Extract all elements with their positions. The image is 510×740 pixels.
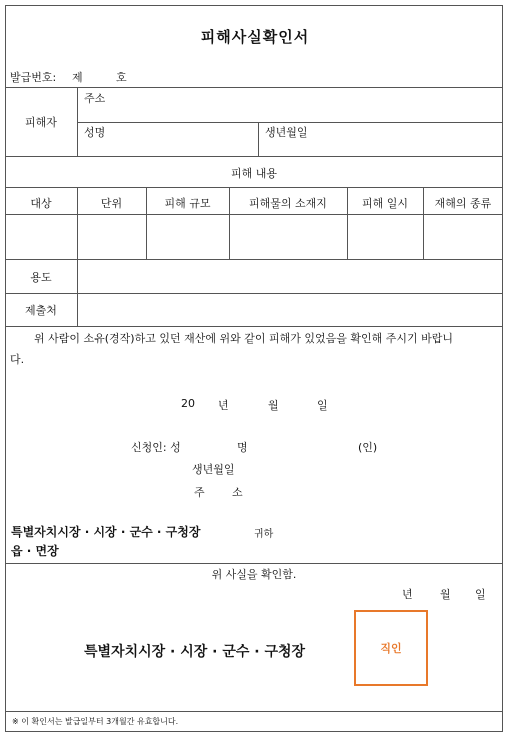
rule [5, 156, 503, 157]
purpose-label: 용도 [30, 271, 52, 284]
address-label: 주소 [84, 92, 106, 105]
rule [5, 563, 503, 564]
issue-number-suffix: 호 [116, 71, 127, 84]
applicant-address-label-2: 소 [232, 486, 243, 499]
rule [5, 711, 503, 712]
rule [77, 87, 78, 156]
date-month: 월 [268, 399, 279, 412]
request-text-continued: 다. [10, 353, 25, 366]
addressee-line1: 특별자치시장 · 시장 · 군수 · 구청장 [11, 525, 201, 539]
rule [5, 87, 503, 88]
document-title: 피해사실확인서 [200, 28, 310, 46]
rule [5, 326, 503, 327]
issue-number-label: 발급번호: [10, 71, 57, 84]
date-year: 년 [218, 399, 229, 412]
official-seal-box [354, 610, 428, 686]
rule [258, 122, 259, 156]
rule [5, 293, 503, 294]
rule [5, 187, 503, 188]
column-header: 단위 [100, 197, 123, 210]
rule [5, 259, 503, 260]
applicant-address-label-1: 주 [194, 486, 205, 499]
official-seal-label: 직인 [380, 642, 402, 655]
request-text: 위 사람이 소유(경작)하고 있던 재산에 위와 같이 피해가 있었음을 확인해 주시기 바랍니 [34, 332, 453, 345]
victim-section-label: 피해자 [25, 116, 57, 129]
confirm-text: 위 사실을 확인함. [211, 568, 297, 581]
rule [77, 122, 503, 123]
applicant-dob-label: 생년월일 [192, 463, 235, 476]
applicant-seal: (인) [358, 441, 378, 454]
column-header: 재해의 종류 [434, 197, 492, 210]
issue-number-prefix: 제 [72, 71, 83, 84]
document-frame [5, 5, 503, 732]
submit-to-label: 제출처 [25, 304, 57, 317]
date-year-prefix: 20 [181, 397, 195, 410]
rule [5, 214, 503, 215]
applicant-label: 신청인: 성 [131, 441, 181, 454]
issuer-name: 특별자치시장 · 시장 · 군수 · 구청장 [84, 644, 306, 660]
column-header: 대상 [30, 197, 52, 210]
addressee-honorific: 귀하 [254, 529, 274, 540]
confirm-day: 일 [475, 588, 486, 601]
footnote: ※ 이 확인서는 발급일부터 3개월간 유효합니다. [12, 717, 179, 726]
confirm-month: 월 [440, 588, 451, 601]
date-day: 일 [317, 399, 328, 412]
column-header: 피해물의 소재지 [249, 197, 327, 210]
column-header: 피해 일시 [361, 197, 408, 210]
damage-heading: 피해 내용 [230, 167, 277, 180]
confirm-year: 년 [402, 588, 413, 601]
applicant-name-suffix: 명 [237, 441, 248, 454]
rule [77, 259, 78, 326]
addressee-line2: 읍 · 면장 [11, 544, 59, 558]
dob-label: 생년월일 [265, 126, 308, 139]
name-label: 성명 [84, 126, 106, 139]
column-header: 피해 규모 [164, 197, 211, 210]
